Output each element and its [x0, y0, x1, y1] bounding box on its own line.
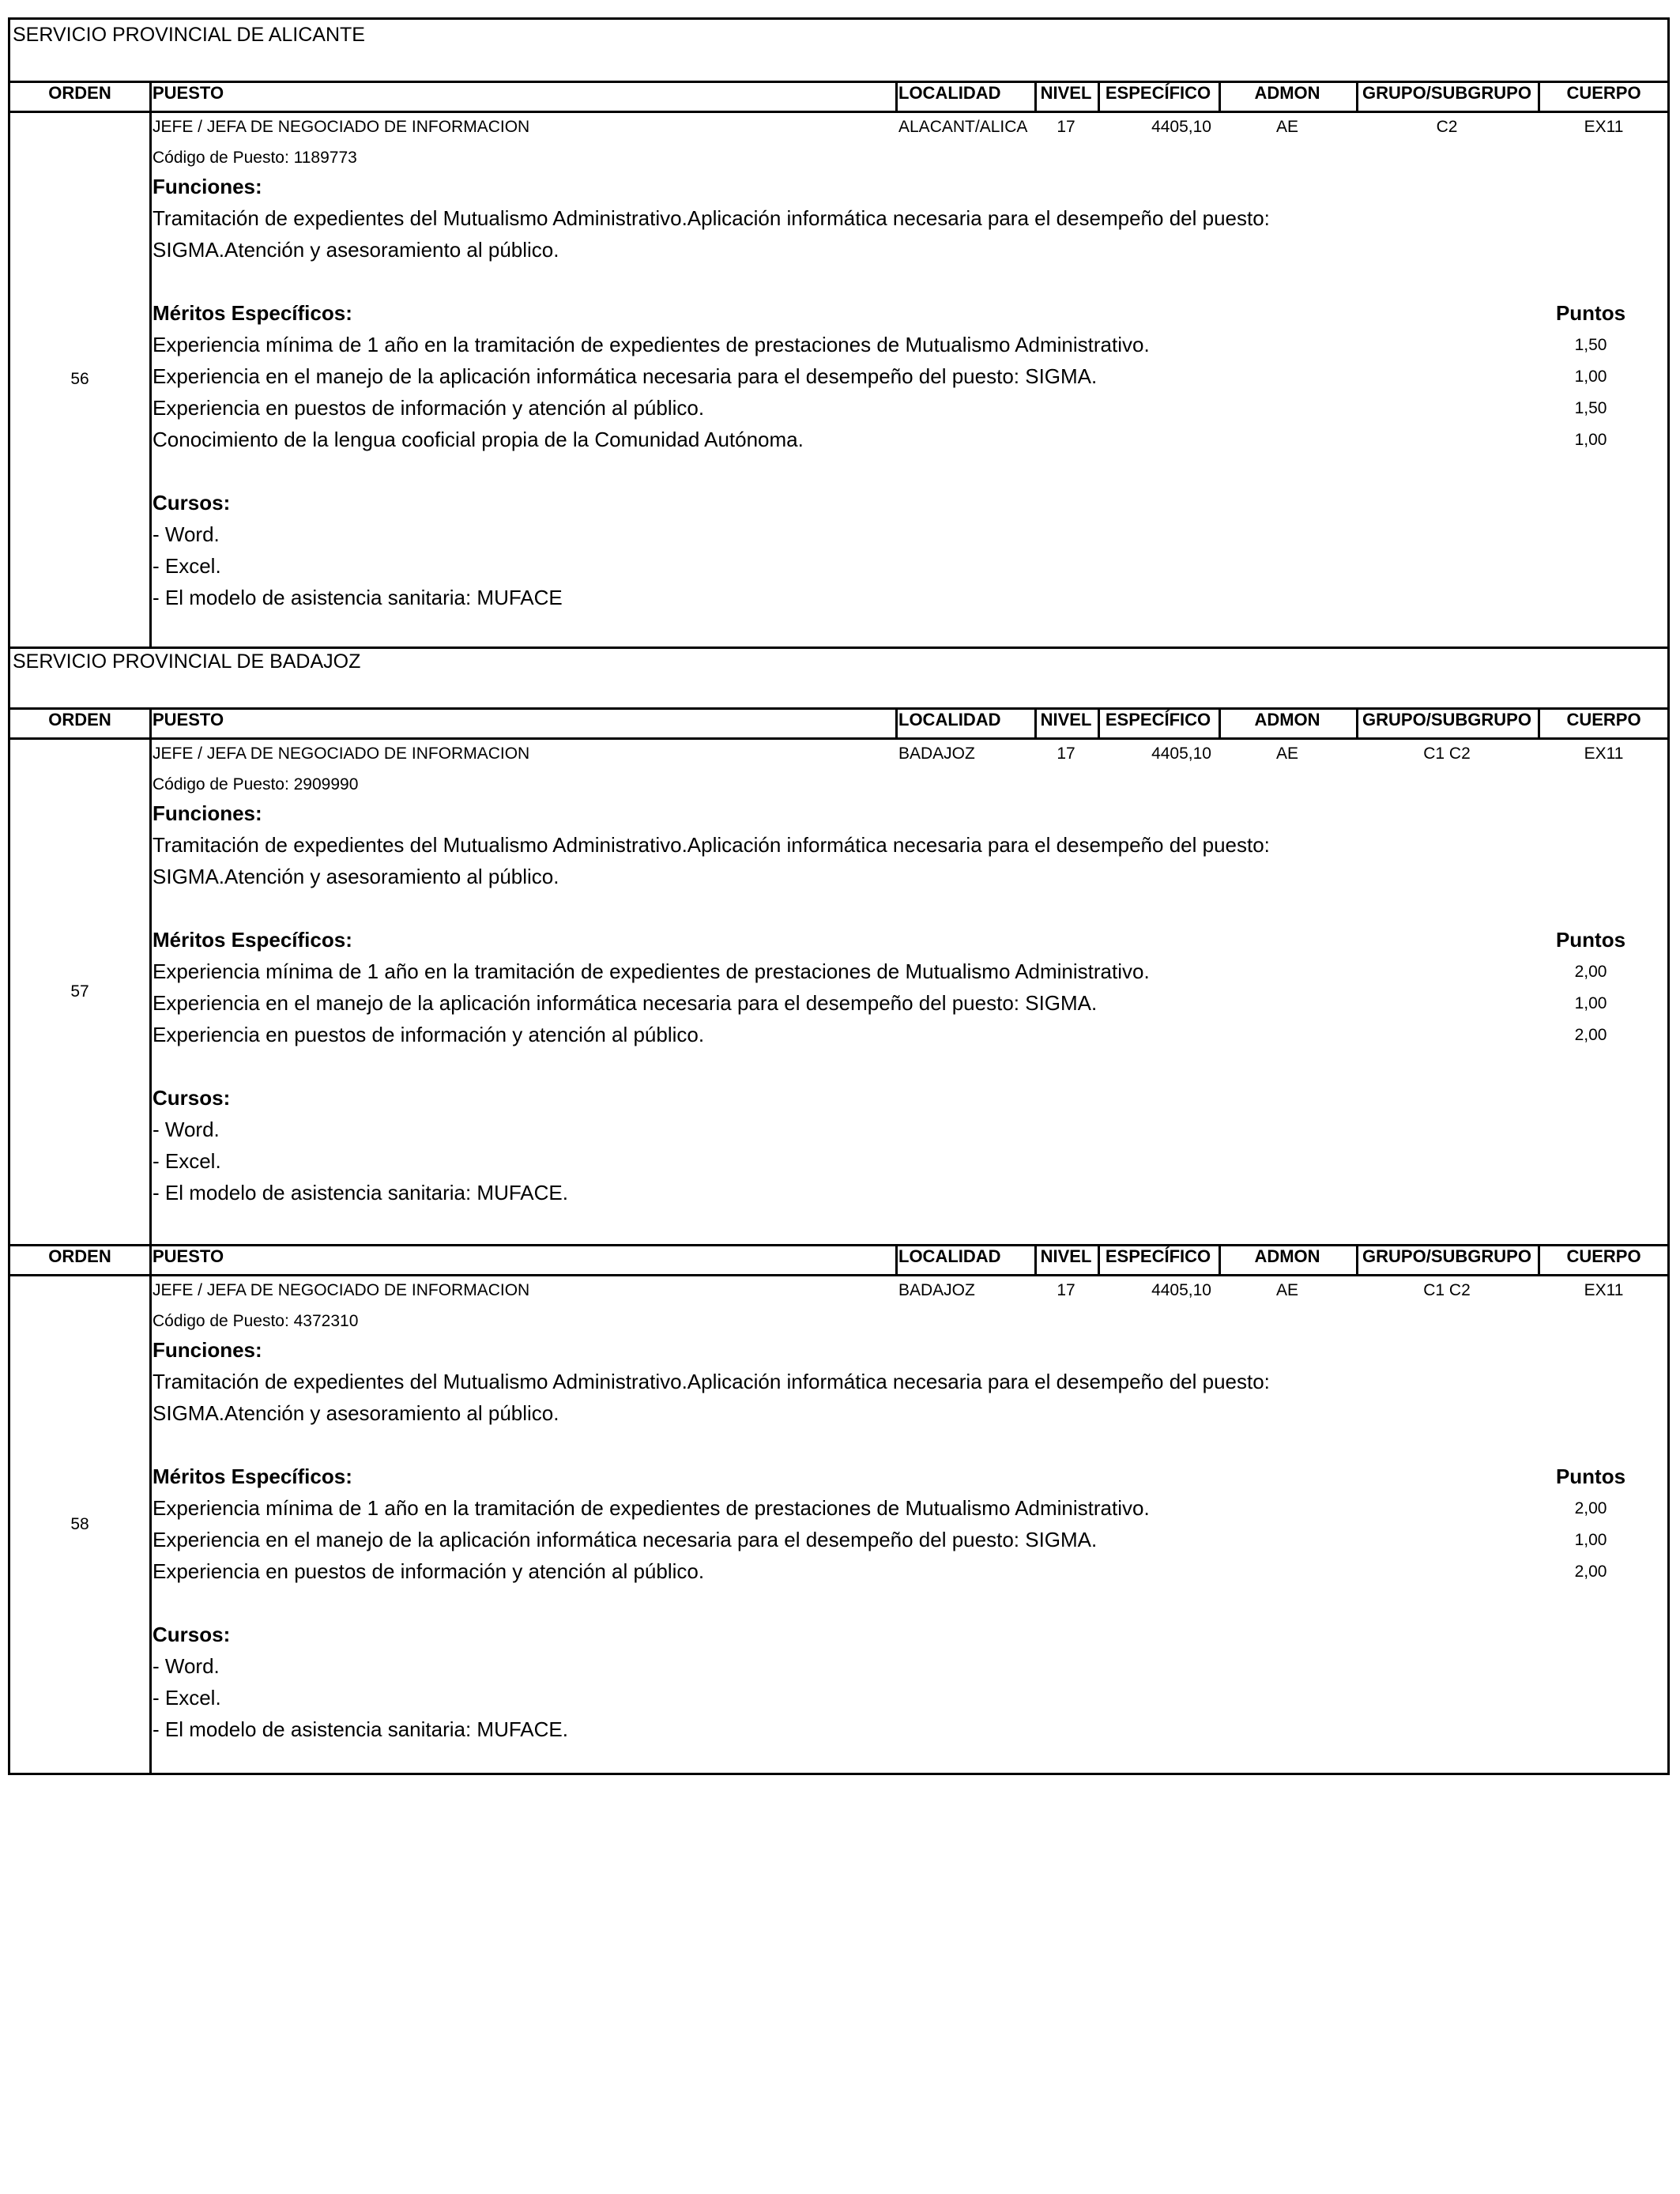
- column-divider: [1219, 1244, 1221, 1274]
- curso-item: - Excel.: [153, 554, 221, 578]
- column-divider: [149, 81, 152, 111]
- funciones-label: Funciones:: [153, 1338, 262, 1362]
- header-especifico: ESPECÍFICO: [1105, 1246, 1211, 1266]
- cell-nivel: 17: [1057, 118, 1075, 136]
- column-divider: [1356, 81, 1358, 111]
- cell-especifico: 4405,10: [1151, 1281, 1211, 1299]
- funciones-line: Tramitación de expedientes del Mutualismo Administrativo.Aplicación informática necesaria para el desempeño del puesto:: [153, 1370, 1270, 1393]
- merito-puntos: 1,00: [1574, 994, 1607, 1012]
- header-admon: ADMON: [1254, 83, 1320, 103]
- merito-text: Conocimiento de la lengua cooficial propia de la Comunidad Autónoma.: [153, 428, 804, 451]
- column-divider: [1219, 707, 1221, 737]
- header-cuerpo: CUERPO: [1566, 83, 1641, 103]
- codigo-puesto: Código de Puesto: 4372310: [153, 1312, 359, 1330]
- meritos-label: Méritos Específicos:: [153, 928, 352, 952]
- cursos-label: Cursos:: [153, 1623, 231, 1646]
- merito-puntos: 1,00: [1574, 368, 1607, 386]
- cell-grupo: C1 C2: [1423, 1281, 1471, 1299]
- codigo-puesto: Código de Puesto: 1189773: [153, 149, 357, 167]
- merito-text: Experiencia mínima de 1 año en la tramitación de expedientes de prestaciones de Mutualismo Administrativo.: [153, 333, 1150, 356]
- header-orden: ORDEN: [48, 1246, 111, 1266]
- cell-cuerpo: EX11: [1584, 745, 1624, 763]
- column-divider: [1538, 707, 1540, 737]
- header-orden: ORDEN: [48, 83, 111, 103]
- merito-text: Experiencia en puestos de información y atención al público.: [153, 1023, 705, 1046]
- funciones-label: Funciones:: [153, 801, 262, 825]
- column-divider: [149, 737, 152, 1244]
- rule-line: [10, 1274, 1667, 1276]
- header-grupo: GRUPO/SUBGRUPO: [1362, 710, 1531, 729]
- cursos-label: Cursos:: [153, 1086, 231, 1110]
- column-divider: [1098, 707, 1100, 737]
- service-title: SERVICIO PROVINCIAL DE BADAJOZ: [13, 650, 361, 673]
- merito-text: Experiencia en el manejo de la aplicación informática necesaria para el desempeño del puesto: SIGMA.: [153, 991, 1098, 1015]
- cell-nivel: 17: [1057, 745, 1075, 763]
- merito-puntos: 2,00: [1574, 1499, 1607, 1517]
- curso-item: - El modelo de asistencia sanitaria: MUFACE.: [153, 1717, 568, 1741]
- column-divider: [1034, 81, 1037, 111]
- header-puesto: PUESTO: [153, 1246, 224, 1266]
- merito-text: Experiencia en puestos de información y atención al público.: [153, 1559, 705, 1583]
- header-puesto: PUESTO: [153, 710, 224, 729]
- header-admon: ADMON: [1254, 710, 1320, 729]
- column-divider: [1538, 1244, 1540, 1274]
- cell-especifico: 4405,10: [1151, 745, 1211, 763]
- funciones-line: SIGMA.Atención y asesoramiento al público.: [153, 865, 559, 888]
- merito-text: Experiencia mínima de 1 año en la tramitación de expedientes de prestaciones de Mutualismo Administrativo.: [153, 959, 1150, 983]
- curso-item: - El modelo de asistencia sanitaria: MUFACE.: [153, 1181, 568, 1204]
- cell-puesto: JEFE / JEFA DE NEGOCIADO DE INFORMACION: [153, 118, 530, 136]
- cell-orden: 57: [70, 982, 89, 1001]
- merito-text: Experiencia en el manejo de la aplicación informática necesaria para el desempeño del puesto: SIGMA.: [153, 1528, 1098, 1551]
- header-nivel: NIVEL: [1040, 83, 1092, 103]
- header-grupo: GRUPO/SUBGRUPO: [1362, 83, 1531, 103]
- merito-text: Experiencia en el manejo de la aplicación informática necesaria para el desempeño del puesto: SIGMA.: [153, 364, 1098, 388]
- curso-item: - Excel.: [153, 1149, 221, 1173]
- header-nivel: NIVEL: [1040, 710, 1092, 729]
- cell-admon: AE: [1275, 118, 1298, 136]
- cell-localidad: BADAJOZ: [898, 1281, 975, 1299]
- merito-puntos: 2,00: [1574, 1563, 1607, 1581]
- column-divider: [895, 707, 898, 737]
- column-divider: [1219, 81, 1221, 111]
- cell-nivel: 17: [1057, 1281, 1075, 1299]
- cell-grupo: C1 C2: [1423, 745, 1471, 763]
- merito-puntos: 1,50: [1574, 336, 1607, 354]
- puntos-label: Puntos: [1555, 1465, 1626, 1488]
- cell-admon: AE: [1275, 745, 1298, 763]
- funciones-line: Tramitación de expedientes del Mutualismo Administrativo.Aplicación informática necesaria para el desempeño del puesto:: [153, 206, 1270, 230]
- header-especifico: ESPECÍFICO: [1105, 83, 1211, 103]
- curso-item: - Excel.: [153, 1686, 221, 1710]
- merito-text: Experiencia mínima de 1 año en la tramitación de expedientes de prestaciones de Mutualismo Administrativo.: [153, 1496, 1150, 1520]
- column-divider: [1538, 81, 1540, 111]
- rule-line: [10, 737, 1667, 740]
- meritos-label: Méritos Específicos:: [153, 301, 352, 325]
- cell-puesto: JEFE / JEFA DE NEGOCIADO DE INFORMACION: [153, 745, 530, 763]
- merito-puntos: 2,00: [1574, 963, 1607, 981]
- merito-puntos: 1,00: [1574, 431, 1607, 449]
- column-divider: [149, 111, 152, 647]
- document-frame: [8, 17, 1670, 1775]
- header-nivel: NIVEL: [1040, 1246, 1092, 1266]
- column-divider: [1356, 1244, 1358, 1274]
- header-orden: ORDEN: [48, 710, 111, 729]
- funciones-label: Funciones:: [153, 175, 262, 198]
- puntos-label: Puntos: [1555, 928, 1626, 952]
- curso-item: - El modelo de asistencia sanitaria: MUFACE: [153, 586, 563, 609]
- cell-orden: 56: [70, 370, 89, 388]
- cell-puesto: JEFE / JEFA DE NEGOCIADO DE INFORMACION: [153, 1281, 530, 1299]
- curso-item: - Word.: [153, 522, 220, 546]
- service-title: SERVICIO PROVINCIAL DE ALICANTE: [13, 24, 365, 46]
- column-divider: [1098, 1244, 1100, 1274]
- merito-text: Experiencia en puestos de información y atención al público.: [153, 396, 705, 420]
- column-divider: [1034, 707, 1037, 737]
- header-localidad: LOCALIDAD: [898, 710, 1001, 729]
- column-divider: [149, 707, 152, 737]
- column-divider: [149, 1244, 152, 1274]
- funciones-line: Tramitación de expedientes del Mutualismo Administrativo.Aplicación informática necesaria para el desempeño del puesto:: [153, 833, 1270, 857]
- cell-cuerpo: EX11: [1584, 118, 1624, 136]
- cell-localidad: BADAJOZ: [898, 745, 975, 763]
- rule-line: [10, 647, 1667, 649]
- curso-item: - Word.: [153, 1654, 220, 1678]
- column-divider: [895, 81, 898, 111]
- funciones-line: SIGMA.Atención y asesoramiento al público.: [153, 1401, 559, 1425]
- cell-orden: 58: [70, 1515, 89, 1533]
- curso-item: - Word.: [153, 1118, 220, 1141]
- cursos-label: Cursos:: [153, 491, 231, 515]
- header-puesto: PUESTO: [153, 83, 224, 103]
- header-cuerpo: CUERPO: [1566, 710, 1641, 729]
- funciones-line: SIGMA.Atención y asesoramiento al público.: [153, 238, 559, 262]
- merito-puntos: 2,00: [1574, 1026, 1607, 1044]
- cell-grupo: C2: [1436, 118, 1458, 136]
- meritos-label: Méritos Específicos:: [153, 1465, 352, 1488]
- cell-cuerpo: EX11: [1584, 1281, 1624, 1299]
- column-divider: [1034, 1244, 1037, 1274]
- puntos-label: Puntos: [1555, 301, 1626, 325]
- header-especifico: ESPECÍFICO: [1105, 710, 1211, 729]
- codigo-puesto: Código de Puesto: 2909990: [153, 775, 359, 794]
- column-divider: [895, 1244, 898, 1274]
- merito-puntos: 1,00: [1574, 1531, 1607, 1549]
- merito-puntos: 1,50: [1574, 399, 1607, 417]
- header-grupo: GRUPO/SUBGRUPO: [1362, 1246, 1531, 1266]
- column-divider: [149, 1274, 152, 1774]
- header-cuerpo: CUERPO: [1566, 1246, 1641, 1266]
- header-admon: ADMON: [1254, 1246, 1320, 1266]
- cell-admon: AE: [1275, 1281, 1298, 1299]
- cell-localidad: ALACANT/ALICA: [898, 118, 1028, 136]
- column-divider: [1098, 81, 1100, 111]
- column-divider: [1356, 707, 1358, 737]
- header-localidad: LOCALIDAD: [898, 83, 1001, 103]
- cell-especifico: 4405,10: [1151, 118, 1211, 136]
- header-localidad: LOCALIDAD: [898, 1246, 1001, 1266]
- rule-line: [10, 111, 1667, 113]
